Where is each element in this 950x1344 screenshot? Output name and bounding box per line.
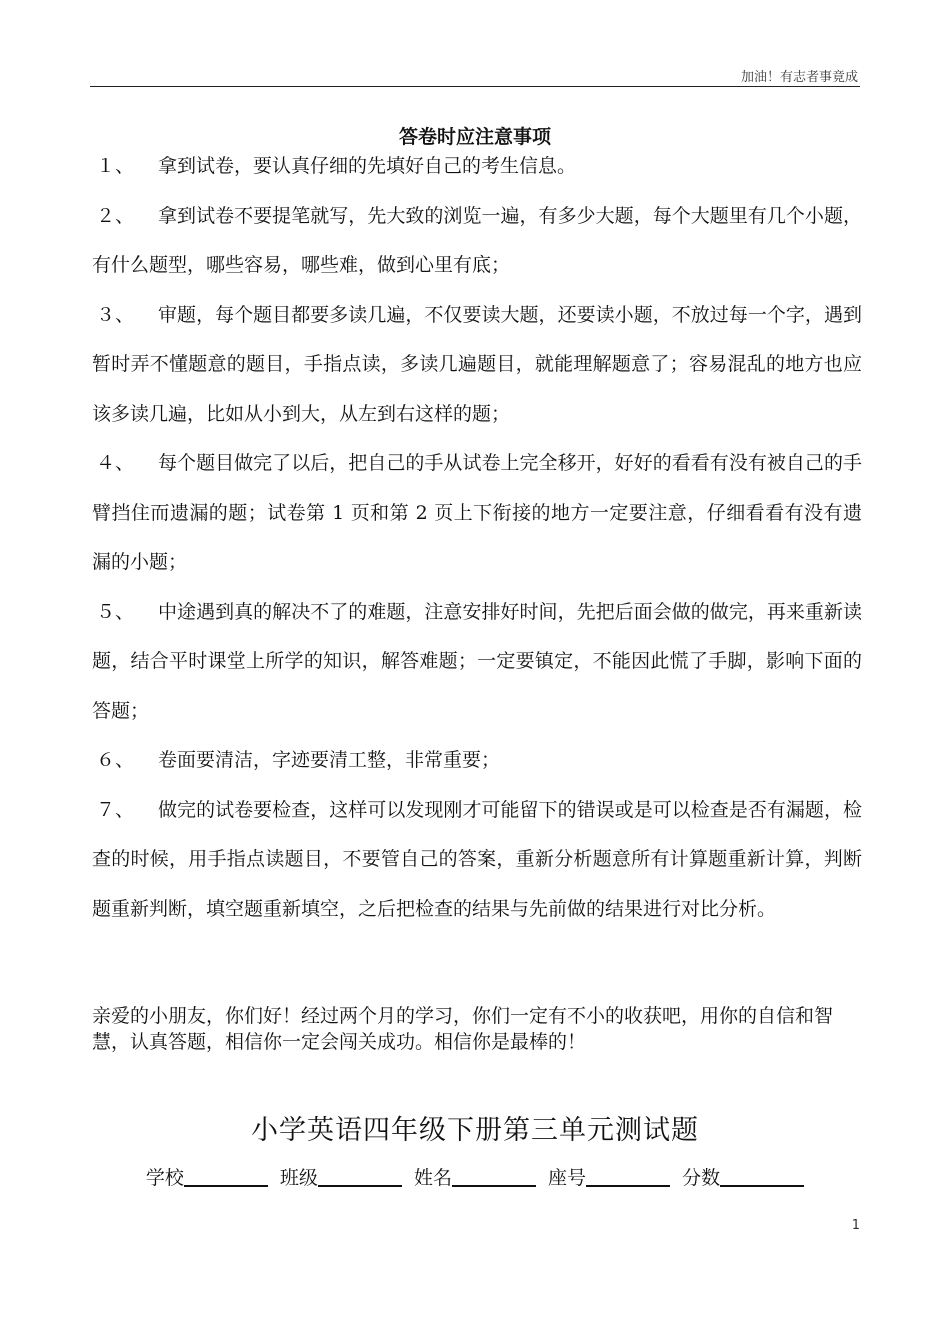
notice-list	[92, 142, 862, 934]
item-text: 拿到试卷，要认真仔细的先填好自己的考生信息。	[158, 155, 577, 177]
info-field-school	[146, 1163, 268, 1190]
page-header-motto: 加油！有志者事竟成	[740, 70, 858, 85]
item-number: ２、	[96, 204, 135, 227]
notice-title: 答卷时应注意事项	[398, 126, 551, 148]
seat-blank[interactable]	[586, 1165, 670, 1187]
exam-title: 小学英语四年级下册第三单元测试题	[251, 1115, 699, 1146]
item-number: ４、	[96, 452, 135, 474]
info-label: 班级	[279, 1167, 318, 1189]
class-blank[interactable]	[318, 1165, 402, 1187]
info-field-score	[682, 1163, 804, 1190]
item-number: ５、	[96, 600, 135, 623]
info-field-name	[414, 1163, 536, 1190]
notice-item-6	[92, 736, 862, 786]
item-number: ３、	[96, 303, 135, 326]
item-number: １、	[96, 155, 135, 177]
item-text: 做完的试卷要检查，这样可以发现刚才可能留下的错误或是可以检查是否有漏题，检查的时候，用手指点读题目，不要管自己的答案，重新分析题意所有计算题重新计算，判断题重新判断，填空题重新填空，之后把检查的结果与先前做的结果进行对比分析。	[92, 798, 862, 920]
school-blank[interactable]	[184, 1165, 268, 1187]
notice-item-4	[92, 439, 862, 588]
notice-item-1	[92, 142, 862, 192]
notice-item-2	[92, 192, 862, 291]
notice-item-5	[92, 588, 862, 737]
item-text: 审题，每个题目都要多读几遍，不仅要读大题，还要读小题，不放过每一个字，遇到暂时弄不懂题意的题目，手指点读，多读几遍题目，就能理解题意了；容易混乱的地方也应该多读几遍，比如从小到大，从左到右这样的题；	[92, 303, 862, 425]
notice-item-3	[92, 291, 862, 440]
score-blank[interactable]	[720, 1165, 804, 1187]
notice-item-7	[92, 786, 862, 935]
info-label: 座号	[548, 1167, 587, 1189]
item-text: 中途遇到真的解决不了的难题，注意安排好时间，先把后面会做的做完，再来重新读题，结合平时课堂上所学的知识，解答难题；一定要镇定，不能因此慌了手脚，影响下面的答题；	[92, 600, 862, 722]
item-text: 卷面要清洁，字迹要清工整，非常重要；	[158, 749, 501, 771]
info-field-seat	[548, 1163, 670, 1190]
greeting-paragraph: 亲爱的小朋友，你们好！经过两个月的学习，你们一定有不小的收获吧，用你的自信和智慧，认真答题，相信你一定会闯关成功。相信你是最棒的！	[92, 1005, 834, 1053]
item-text: 拿到试卷不要提笔就写，先大致的浏览一遍，有多少大题，每个大题里有几个小题，有什么题型，哪些容易，哪些难，做到心里有底；	[92, 204, 862, 276]
info-label: 姓名	[413, 1167, 452, 1189]
item-number: ６、	[96, 749, 135, 771]
page-number: 1	[851, 1218, 860, 1233]
info-label: 学校	[145, 1167, 184, 1189]
info-label: 分数	[682, 1167, 721, 1189]
info-field-class	[280, 1163, 402, 1190]
item-number: ７、	[96, 798, 135, 821]
student-info-row	[0, 1163, 950, 1190]
header-divider	[90, 86, 860, 87]
item-text: 每个题目做完了以后，把自己的手从试卷上完全移开，好好的看看有没有被自己的手臂挡住而遗漏的题；试卷第 1 页和第 2 页上下衔接的地方一定要注意，仔细看看有没有遗漏的小题；	[92, 452, 862, 573]
name-blank[interactable]	[452, 1165, 536, 1187]
